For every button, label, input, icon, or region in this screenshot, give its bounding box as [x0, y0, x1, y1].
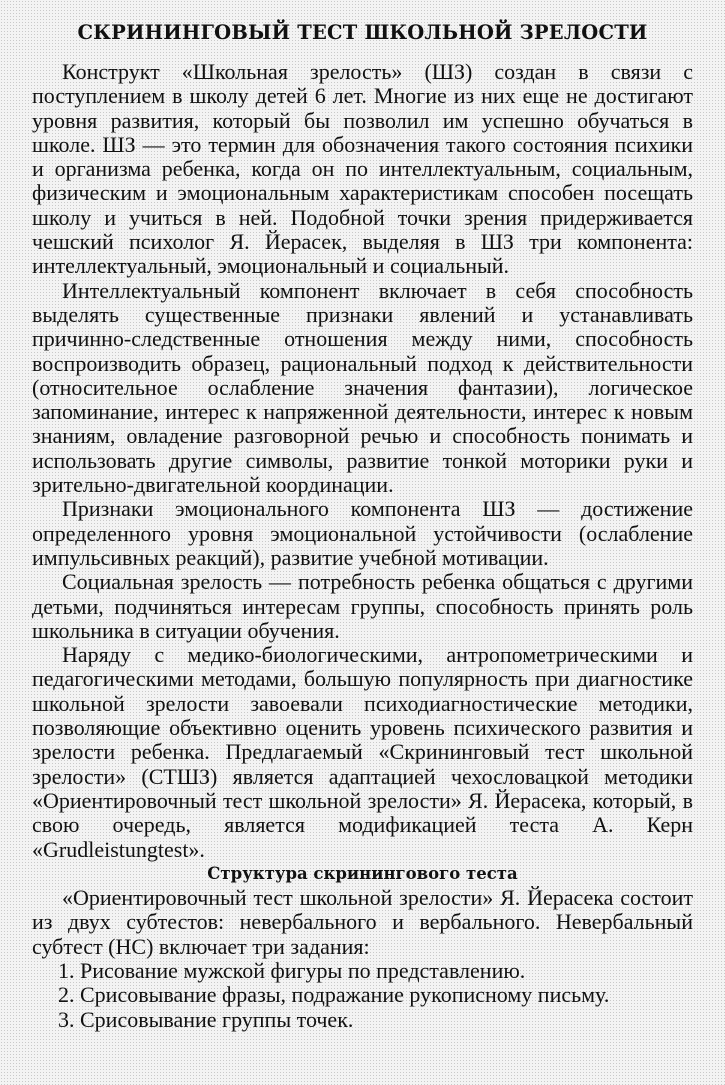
task-list — [32, 959, 693, 1032]
section-heading: Структура скринингового теста — [207, 863, 518, 883]
paragraph-emotional: Признаки эмоционального компонента ШЗ — достижение определенного уровня эмоциональной устойчивости (ослабление импульсивных реакций), развитие учебной мотивации. — [32, 496, 693, 570]
paragraph-methods: Наряду с медико-биологическими, антропометрическими и педагогическими методами, большую популярность при диагностике школьной зрелости завоевали психодиагностические методики, позволяющие объективно оценить уровень психического развития и зрелости ребенка. Предлагаемый «Скрининговый тест школьной зрелости» (СТШЗ) является адаптацией чехословацкой методики «Ориентировочный тест школьной зрелости» Я. Йерасека, который, в свою очередь, является модификацией теста А. Керн «Grudleistungtest». — [32, 642, 693, 862]
paragraph-social: Социальная зрелость — потребность ребенка общаться с другими детьми, подчиняться интересам группы, способность принять роль школьника в ситуации обучения. — [32, 569, 693, 643]
list-item: 3. Срисовывание группы точек. — [58, 1006, 354, 1032]
page-title: СКРИНИНГОВЫЙ ТЕСТ ШКОЛЬНОЙ ЗРЕЛОСТИ — [77, 21, 648, 44]
paragraph-construct: Конструкт «Школьная зрелость» (ШЗ) создан в связи с поступлением в школу детей 6 лет. Многие из них еще не достигают уровня развития, который бы позволил им успешно обучаться в школе. ШЗ — это термин для обозначения такого состояния психики и организма ребенка, когда он по интеллектуальным, социальным, физическим и эмоциональным характеристикам способен посещать школу и учиться в ней. Подобной точки зрения придерживается чешский психолог Я. Йерасек, выделяя в ШЗ три компонента: интеллектуальный, эмоциональный и социальный. — [32, 59, 693, 279]
list-item: 2. Срисовывание фразы, подражание рукописному письму. — [58, 982, 610, 1008]
paragraph-structure: «Ориентировочный тест школьной зрелости» Я. Йерасека состоит из двух субтестов: невербального и вербального. Невербальный субтест (НС) включает три задания: — [32, 885, 693, 959]
paragraph-intellectual: Интеллектуальный компонент включает в себя способность выделять существенные признаки явлений и устанавливать причинно-следственные отношения между ними, способность воспроизводить образец, рациональный подход к действительности (относительное ослабление значения фантазии), логическое запоминание, интерес к напряженной деятельности, интерес к новым знаниям, овладение разговорной речью и способность понимать и использовать другие символы, развитие тонкой моторики руки и зрительно-двигательной координации. — [32, 277, 693, 498]
list-item: 1. Рисование мужской фигуры по представлению. — [58, 957, 526, 983]
